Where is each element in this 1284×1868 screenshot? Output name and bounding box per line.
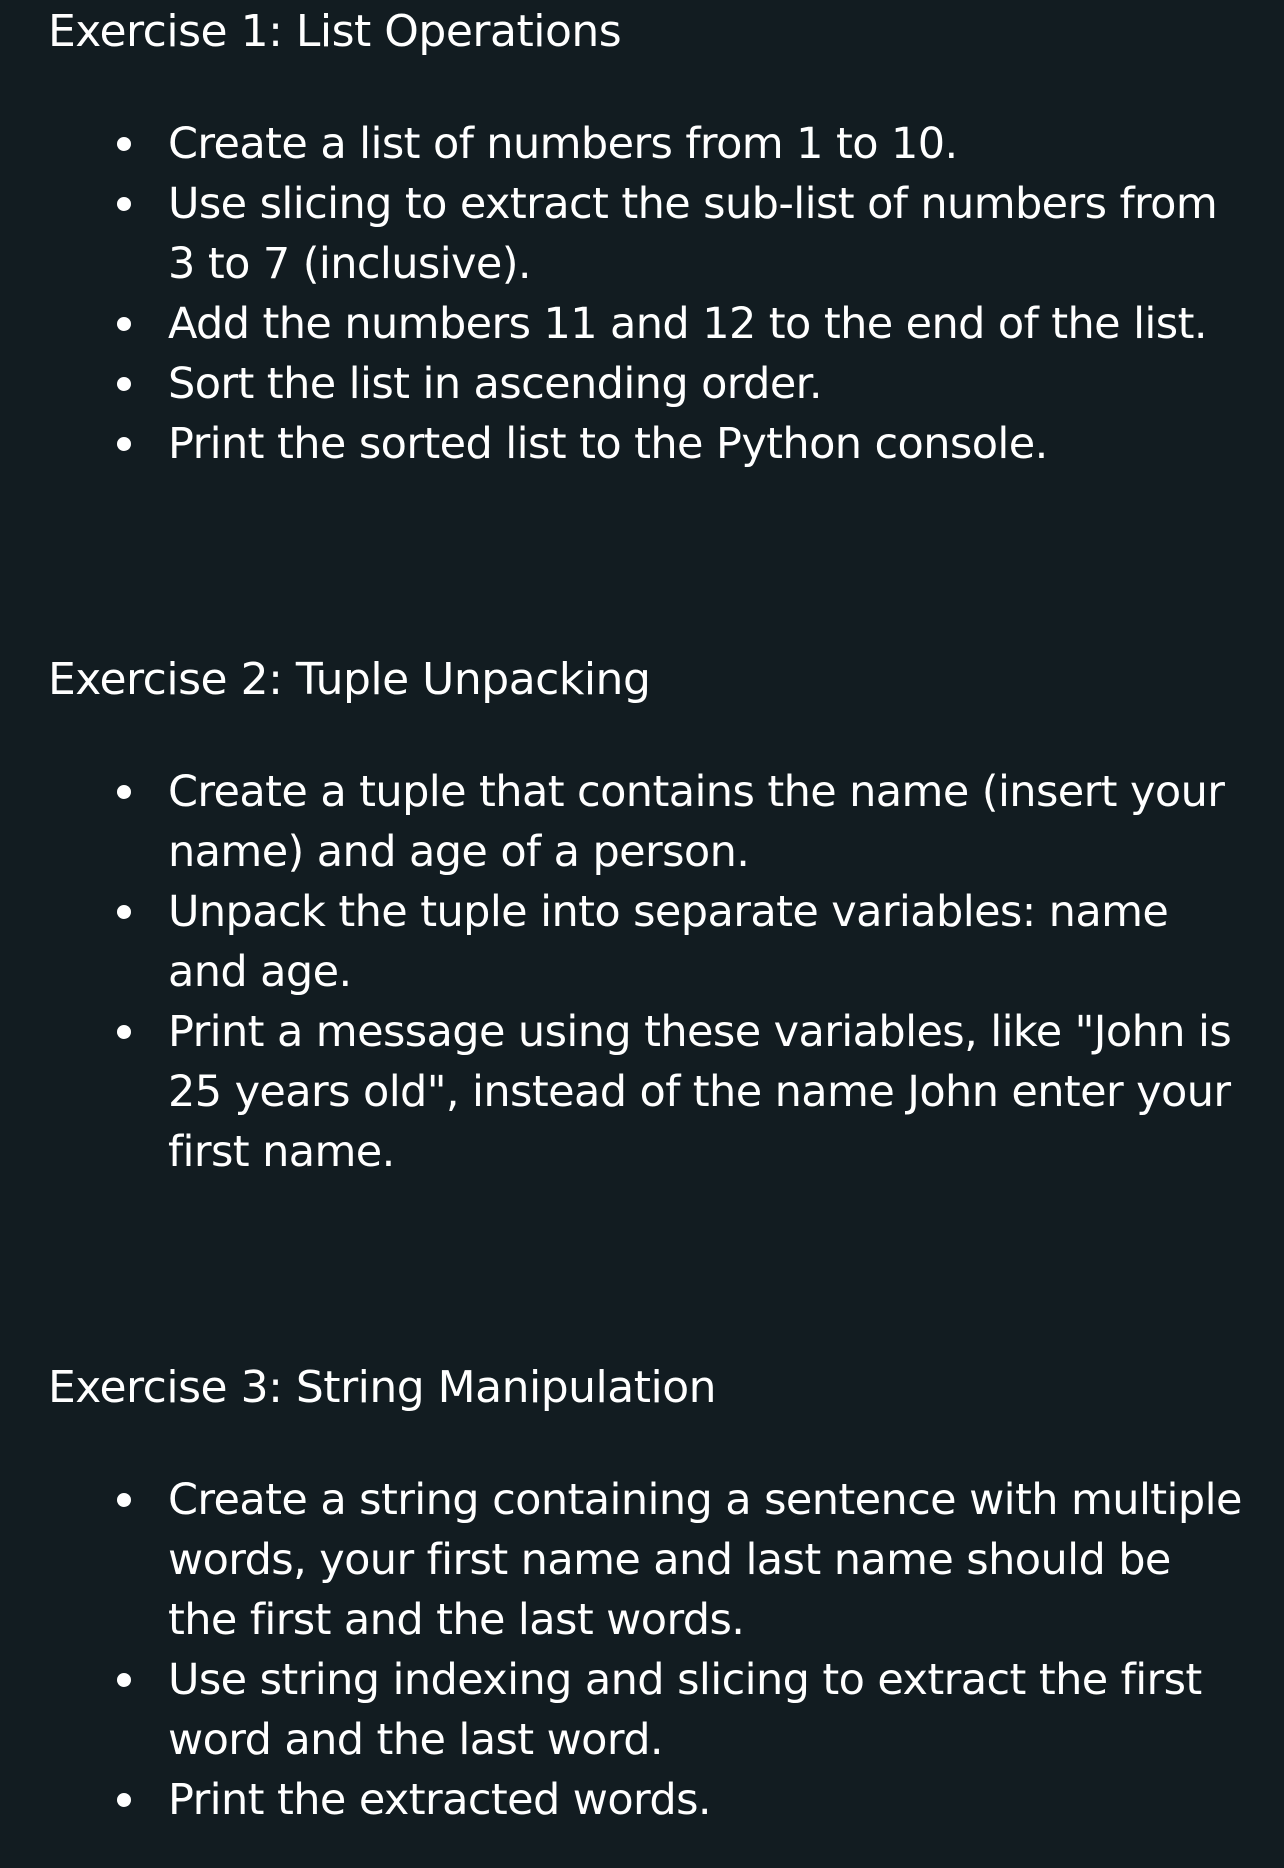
exercise-1-bullet [0, 294, 1284, 354]
exercise-2-title: Exercise 2: Tuple Unpacking [48, 654, 651, 705]
exercise-1-bullet [0, 354, 1284, 414]
exercise-1-bullet [0, 174, 1284, 294]
exercise-2-bullet [0, 1002, 1284, 1182]
exercise-3-bullet [0, 1770, 1284, 1830]
bullet-dot-icon [117, 1493, 131, 1507]
bullet-text: Create a tuple that contains the name (insert your name) and age of a person. [168, 767, 1225, 877]
bullet-text: Print a message using these variables, like "John is 25 years old", instead of the name John enter your first name. [168, 1007, 1232, 1177]
bullet-text: Unpack the tuple into separate variables: name and age. [168, 887, 1169, 997]
bullet-dot-icon [117, 137, 131, 151]
bullet-text: Create a list of numbers from 1 to 10. [168, 119, 958, 169]
bullet-dot-icon [117, 1025, 131, 1039]
bullet-dot-icon [117, 437, 131, 451]
exercise-3-bullet [0, 1470, 1284, 1650]
bullet-dot-icon [117, 197, 131, 211]
exercise-1-bullet-list [0, 114, 1284, 474]
exercise-3-bullet-list [0, 1470, 1284, 1830]
bullet-dot-icon [117, 317, 131, 331]
bullet-text: Add the numbers 11 and 12 to the end of the list. [168, 299, 1207, 349]
exercise-3-bullet [0, 1650, 1284, 1770]
bullet-text: Sort the list in ascending order. [168, 359, 822, 409]
bullet-text: Print the extracted words. [168, 1775, 711, 1825]
exercise-2-bullet [0, 882, 1284, 1002]
bullet-dot-icon [117, 1673, 131, 1687]
exercise-2-bullet-list [0, 762, 1284, 1182]
bullet-text: Create a string containing a sentence with multiple words, your first name and last name should be the first and the last words. [168, 1475, 1242, 1645]
exercise-3-title: Exercise 3: String Manipulation [48, 1362, 717, 1413]
bullet-dot-icon [117, 1793, 131, 1807]
bullet-dot-icon [117, 377, 131, 391]
bullet-dot-icon [117, 785, 131, 799]
bullet-text: Use string indexing and slicing to extract the first word and the last word. [168, 1655, 1202, 1765]
bullet-text: Use slicing to extract the sub-list of numbers from 3 to 7 (inclusive). [168, 179, 1218, 289]
exercise-1-bullet [0, 114, 1284, 174]
exercise-1-bullet [0, 414, 1284, 474]
bullet-text: Print the sorted list to the Python console. [168, 419, 1048, 469]
bullet-dot-icon [117, 905, 131, 919]
exercise-1-title: Exercise 1: List Operations [48, 6, 622, 57]
exercise-2-bullet [0, 762, 1284, 882]
